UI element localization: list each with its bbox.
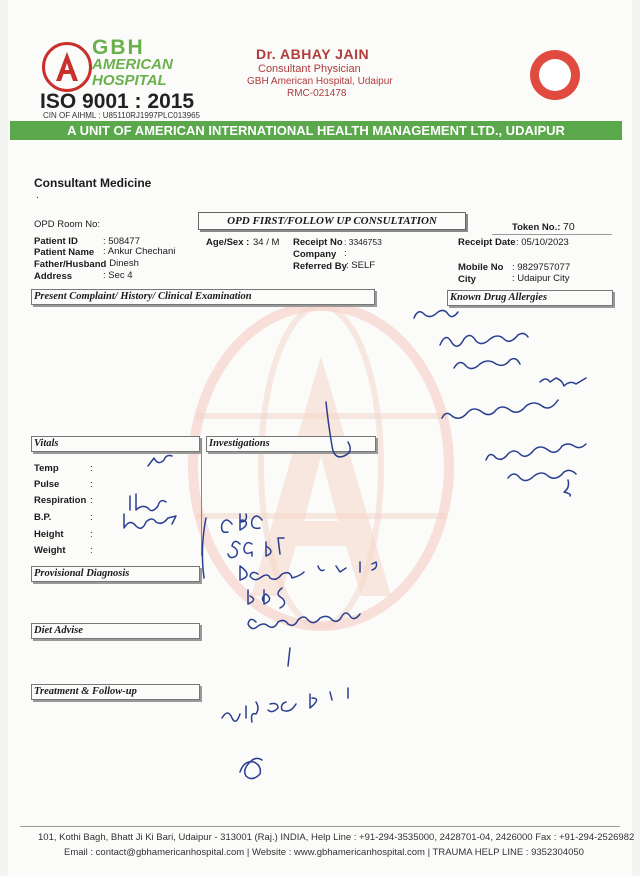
receipt-date-label: Receipt Date (458, 237, 516, 248)
doctor-hospital: GBH American Hospital, Udaipur (247, 76, 393, 87)
doctor-name: Dr. ABHAY JAIN (256, 46, 370, 62)
cin-number: CIN OF AIHML : U85110RJ1997PLC013965 (43, 111, 200, 120)
vitals-section-header: Vitals (31, 436, 200, 452)
vital-weight-colon: : (90, 545, 93, 556)
company-value: : (344, 248, 347, 259)
vital-pulse-label: Pulse (34, 479, 60, 490)
investigations-section-header: Investigations (206, 436, 376, 452)
department-title: Consultant Medicine (34, 176, 152, 190)
iso-certification: ISO 9001 : 2015 (40, 90, 195, 113)
form-title: OPD FIRST/FOLLOW UP CONSULTATION (198, 212, 466, 230)
referred-by-value: : SELF (346, 260, 376, 271)
complaint-section-header: Present Complaint/ History/ Clinical Examination (31, 289, 375, 305)
vitals-divider (201, 438, 202, 556)
address-value: : Sec 4 (103, 270, 133, 281)
vital-pulse-colon: : (90, 479, 93, 490)
patient-id-label: Patient ID (34, 236, 78, 247)
vital-height-colon: : (90, 529, 93, 540)
department-dot: . (36, 190, 39, 201)
vital-respiration-colon: : (90, 495, 93, 506)
vital-temp-colon: : (90, 463, 93, 474)
token-value: 70 (563, 221, 575, 233)
receipt-no-label: Receipt No (293, 237, 343, 248)
city-label: City (458, 274, 476, 285)
father-value: : Dinesh (104, 258, 139, 269)
brand-name-middle: AMERICAN (92, 56, 173, 73)
vital-respiration-label: Respiration (34, 495, 87, 506)
company-label: Company (293, 249, 337, 260)
vital-temp-label: Temp (34, 463, 59, 474)
brand-name-bottom: HOSPITAL (92, 72, 167, 89)
vital-bp-colon: : (90, 512, 93, 523)
watermark-logo (186, 296, 456, 636)
allergies-section-header: Known Drug Allergies (447, 290, 613, 306)
brand-name-top: GBH (92, 36, 145, 59)
nabh-seal-icon (530, 50, 580, 100)
mobile-value: : 9829757077 (512, 262, 571, 273)
vital-bp-label: B.P. (34, 512, 52, 523)
age-sex-value: 34 / M (253, 237, 280, 248)
referred-by-label: Referred By (293, 261, 347, 272)
footer-contact: Email : contact@gbhamericanhospital.com | Website : www.gbhamericanhospital.com | TRAUMA HELP LINE : 9352304050 (64, 847, 584, 858)
receipt-no-value: : 3346753 (344, 237, 382, 247)
treatment-header: Treatment & Follow-up (31, 684, 200, 700)
nabh-label: NABH (546, 83, 564, 89)
doctor-registration: RMC-021478 (287, 88, 347, 99)
hospital-logo-icon (42, 42, 92, 92)
mobile-label: Mobile No (458, 262, 504, 273)
city-value: : Udaipur City (512, 273, 570, 284)
father-label: Father/Husband (34, 259, 107, 270)
vital-height-label: Height (34, 529, 64, 540)
receipt-date-value: : 05/10/2023 (516, 237, 569, 248)
opd-room-label: OPD Room No: (34, 219, 100, 230)
age-sex-label: Age/Sex : (206, 237, 250, 248)
patient-name-label: Patient Name (34, 247, 95, 258)
doctor-title: Consultant Physician (258, 63, 361, 75)
footer-divider (20, 826, 620, 827)
patient-name-value: : Ankur Chechani (103, 246, 176, 257)
diet-advise-header: Diet Advise (31, 623, 200, 639)
address-label: Address (34, 271, 73, 282)
vital-weight-label: Weight (34, 545, 66, 556)
provisional-diagnosis-header: Provisional Diagnosis (31, 566, 200, 582)
token-label: Token No.: (512, 222, 561, 233)
patient-id-value: : 508477 (103, 236, 140, 247)
footer-address: 101, Kothi Bagh, Bhatt Ji Ki Bari, Udaipur - 313001 (Raj.) INDIA, Help Line : +91-294-3535000, 2428701-04, 2426000 Fax : +91-294-2526982 (38, 832, 635, 843)
unit-band: A UNIT OF AMERICAN INTERNATIONAL HEALTH MANAGEMENT LTD., UDAIPUR (10, 121, 622, 140)
